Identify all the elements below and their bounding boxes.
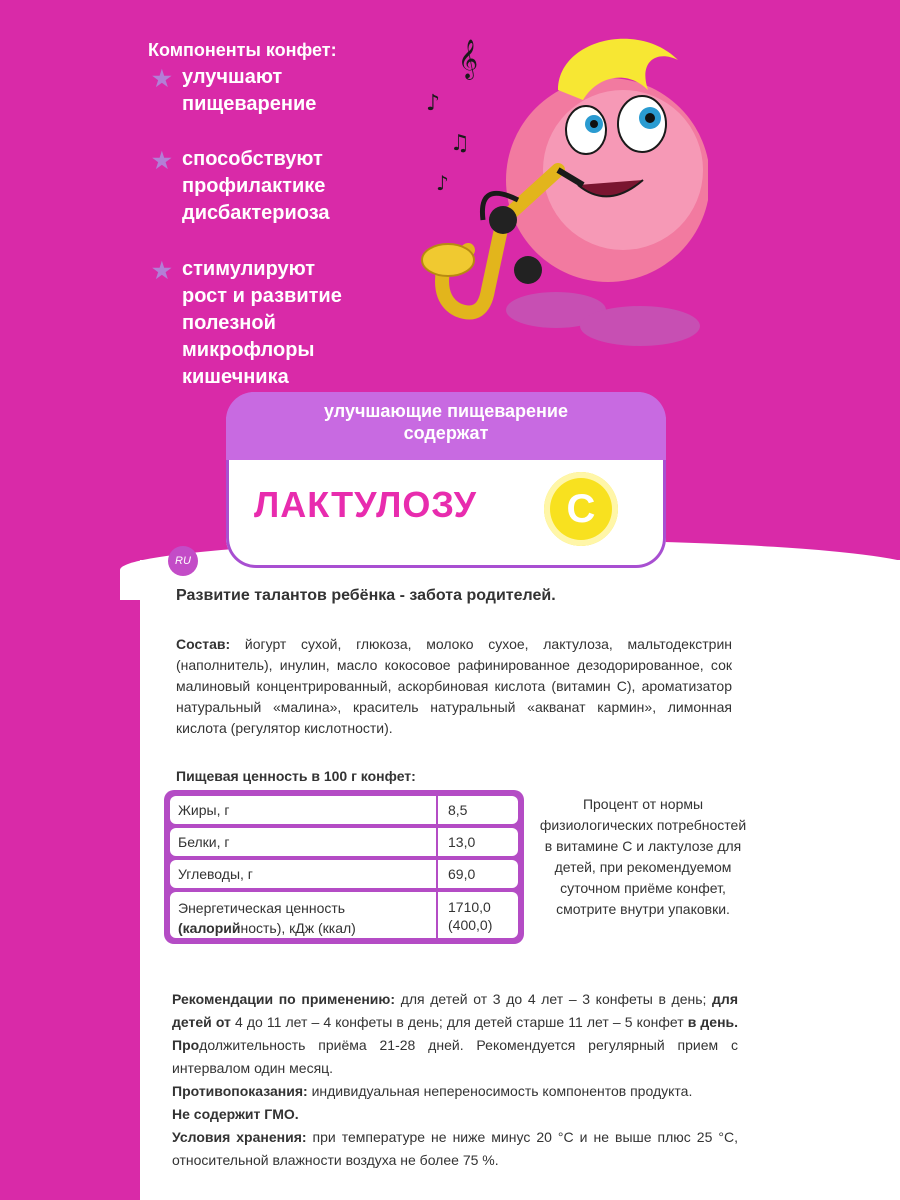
- nutrient-name: Жиры, г: [178, 802, 230, 818]
- left-magenta-strip: [0, 0, 140, 1200]
- benefit-item: [152, 256, 342, 391]
- svg-text:♫: ♫: [450, 131, 470, 156]
- nutrient-name: [178, 898, 356, 938]
- benefit-item: [152, 146, 330, 227]
- gmo-note: Не содержит ГМО.: [172, 1106, 299, 1122]
- energy-value-kj: 1710,0: [448, 899, 491, 915]
- benefit-text: стимулируют рост и развитие полезной микрофлоры кишечника: [182, 258, 342, 388]
- badge-header-line-1: улучшающие пищеварение: [323, 401, 568, 421]
- energy-line-1: Энергетическая ценность: [178, 900, 346, 916]
- energy-line-2-bold: (калорий: [178, 920, 241, 936]
- recommendations-text-3: должительность приёма 21-28 дней. Рекомендуется регулярный прием с интервалом один месяц.: [172, 1037, 738, 1076]
- music-notes-icon: [426, 39, 478, 195]
- components-heading: Компоненты конфет:: [148, 40, 337, 60]
- nutrient-value: 8,5: [448, 802, 468, 818]
- star-icon: ★: [152, 258, 172, 283]
- nutrient-name: Белки, г: [178, 834, 230, 850]
- ru-language-mark: RU: [168, 546, 198, 576]
- daily-norm-note: Процент от нормы физиологических потребностей в витамине С и лактулозе для детей, при рекомендуемом суточном приёме конфет, смотрите внутри упаковки.: [539, 796, 747, 917]
- badge-main-text: ЛАКТУЛОЗУ: [254, 484, 477, 525]
- energy-line-2: ность), кДж (ккал): [240, 920, 356, 936]
- nutrient-value: 69,0: [448, 866, 476, 882]
- composition-label: Состав:: [176, 636, 231, 652]
- table-row: [170, 828, 518, 856]
- nutrition-title: Пищевая ценность в 100 г конфет:: [176, 768, 416, 784]
- composition-text: [176, 634, 732, 739]
- table-row: [170, 860, 518, 888]
- recommendations-text-1: для детей от 3 до 4 лет – 3 конфеты в день;: [395, 991, 713, 1007]
- slogan: Развитие талантов ребёнка - забота родителей.: [176, 587, 556, 604]
- saxophone-mascot-illustration: [408, 20, 708, 350]
- star-icon: ★: [152, 148, 172, 173]
- nutrient-value: 13,0: [448, 834, 476, 850]
- svg-text:♪: ♪: [436, 171, 449, 195]
- benefit-text: способствуют профилактике дисбактериоза: [182, 148, 330, 224]
- badge-header: [226, 392, 666, 460]
- benefit-item: [152, 64, 316, 118]
- composition-body: йогурт сухой, глюкоза, молоко сухое, лактулоза, мальтодекстрин (наполнитель), инулин, масло кокосовое рафинированное дезодорированное, сок малиновый концентрированный, аскорбиновая кислота (витамин С), ароматизатор натуральный «малина», краситель натуральный «акванат кармин», лимонная кислота (регулятор кислотности).: [176, 636, 732, 736]
- contraindications-text: индивидуальная непереносимость компонентов продукта.: [307, 1083, 693, 1099]
- table-row: [170, 796, 518, 824]
- recommendations-label-2: для детей от: [172, 991, 738, 1030]
- storage-label: Условия хранения:: [172, 1129, 307, 1145]
- energy-value-kcal: (400,0): [448, 917, 493, 933]
- contraindications-label: Противопоказания:: [172, 1083, 308, 1099]
- recommendations-label: Рекомендации по применению:: [172, 991, 396, 1007]
- svg-text:𝄞: 𝄞: [458, 39, 479, 79]
- storage-text: при температуре не ниже минус 20 °С и не выше плюс 25 °С, относительной влажности воздуха не более 75 %.: [172, 1129, 738, 1168]
- nutrient-name: Углеводы, г: [178, 866, 253, 882]
- svg-text:♪: ♪: [426, 91, 441, 116]
- recommendations-label-3: в день. Про: [172, 1014, 739, 1053]
- vitamin-c-circle: C: [544, 472, 618, 546]
- recommendations-block: [172, 988, 738, 1172]
- lactulose-badge: [226, 392, 666, 568]
- benefit-text: улучшают пищеварение: [182, 66, 317, 115]
- recommendations-text-2: 4 до 11 лет – 4 конфеты в день; для детей старше 11 лет – 5 конфет: [230, 1014, 688, 1030]
- nutrient-value: [448, 898, 492, 934]
- badge-header-line-2: содержат: [403, 423, 489, 443]
- table-row: [170, 892, 518, 938]
- star-icon: ★: [152, 66, 172, 91]
- nutrition-table: [164, 790, 524, 944]
